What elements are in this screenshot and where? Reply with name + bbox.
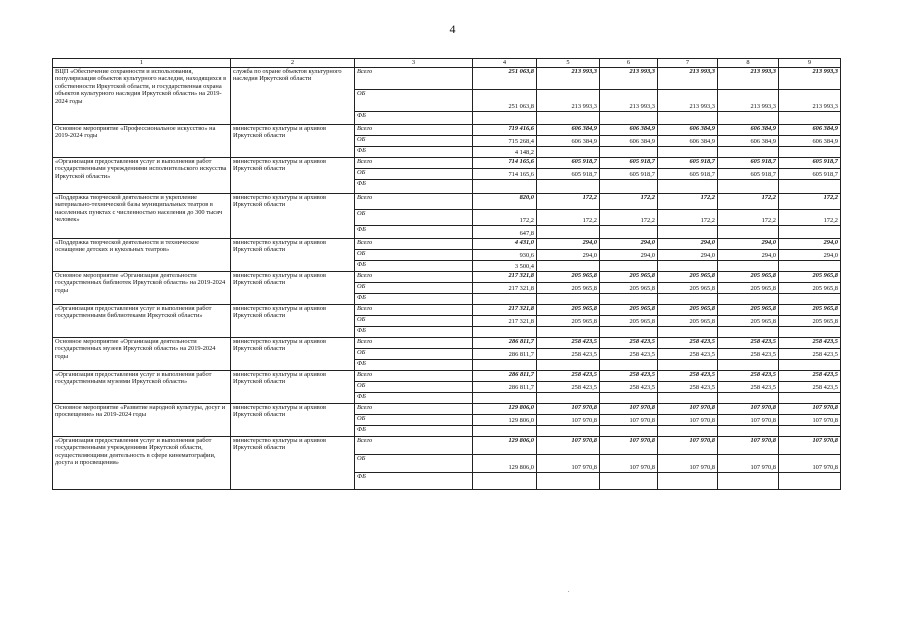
amount-cell bbox=[473, 392, 537, 403]
amount-cell bbox=[779, 260, 841, 271]
amount-cell bbox=[473, 111, 537, 124]
amount-cell: 172,2 bbox=[473, 209, 537, 225]
amount-cell bbox=[779, 293, 841, 304]
amount-cell: 294,0 bbox=[658, 249, 718, 260]
amount-cell: 172,2 bbox=[600, 209, 658, 225]
amount-cell: 107 970,8 bbox=[658, 436, 718, 454]
funding-source: ОБ bbox=[355, 414, 473, 425]
amount-cell: 172,2 bbox=[718, 193, 779, 209]
amount-cell: 251 063,8 bbox=[473, 67, 537, 89]
amount-cell: 605 918,7 bbox=[537, 157, 600, 168]
amount-cell bbox=[600, 179, 658, 193]
amount-cell: 258 423,5 bbox=[718, 370, 779, 381]
amount-cell: 258 423,5 bbox=[537, 337, 600, 348]
amount-cell: 205 965,8 bbox=[537, 315, 600, 326]
amount-cell bbox=[473, 326, 537, 337]
amount-cell bbox=[600, 472, 658, 489]
amount-cell: 258 423,5 bbox=[537, 381, 600, 392]
amount-cell bbox=[537, 225, 600, 238]
funding-source: ОБ bbox=[355, 135, 473, 146]
amount-cell: 213 993,3 bbox=[718, 89, 779, 111]
amount-cell bbox=[718, 225, 779, 238]
amount-cell: 605 918,7 bbox=[779, 168, 841, 179]
activity-name: «Организация предоставления услуг и выполнения работ государственными учреждениями Иркутской области, осуществляющими деятельность в сфере кинематографии, досуга и просвещения» bbox=[53, 436, 231, 489]
funding-source: ОБ bbox=[355, 454, 473, 472]
activity-name: «Организация предоставления услуг и выполнения работ государственными музеями Иркутской области» bbox=[53, 370, 231, 403]
amount-cell: 605 918,7 bbox=[779, 157, 841, 168]
page-number: 4 bbox=[449, 22, 456, 36]
amount-cell: 647,8 bbox=[473, 225, 537, 238]
amount-cell: 107 970,8 bbox=[600, 454, 658, 472]
amount-cell: 606 384,9 bbox=[600, 124, 658, 135]
amount-cell: 606 384,9 bbox=[718, 124, 779, 135]
amount-cell: 714 165,6 bbox=[473, 157, 537, 168]
amount-cell: 258 423,5 bbox=[600, 370, 658, 381]
amount-cell: 205 965,8 bbox=[537, 282, 600, 293]
amount-cell: 107 970,8 bbox=[779, 403, 841, 414]
table-row bbox=[53, 337, 841, 348]
amount-cell bbox=[537, 359, 600, 370]
amount-cell: 258 423,5 bbox=[600, 381, 658, 392]
activity-name: ВЦП «Обеспечение сохранности и использования, популяризация объектов культурного наследия, находящихся в собственности Иркутской области, и государственная охрана объектов культурного наследия Иркутской области» на 2019-2024 годы bbox=[53, 67, 231, 124]
amount-cell: 258 423,5 bbox=[658, 370, 718, 381]
amount-cell: 605 918,7 bbox=[718, 168, 779, 179]
activity-name: Основное мероприятие «Профессиональное искусство» на 2019-2024 годы bbox=[53, 124, 231, 157]
amount-cell: 107 970,8 bbox=[658, 454, 718, 472]
amount-cell bbox=[718, 260, 779, 271]
amount-cell: 107 970,8 bbox=[779, 436, 841, 454]
funding-source: Всего bbox=[355, 67, 473, 89]
amount-cell bbox=[600, 392, 658, 403]
amount-cell: 107 970,8 bbox=[600, 414, 658, 425]
amount-cell: 205 965,8 bbox=[779, 315, 841, 326]
amount-cell: 4 148,2 bbox=[473, 146, 537, 157]
footer-mark: . bbox=[568, 588, 570, 594]
amount-cell: 205 965,8 bbox=[600, 271, 658, 282]
amount-cell: 258 423,5 bbox=[718, 337, 779, 348]
funding-source: ОБ bbox=[355, 282, 473, 293]
amount-cell: 217 321,8 bbox=[473, 315, 537, 326]
funding-source: ФБ bbox=[355, 425, 473, 436]
amount-cell: 172,2 bbox=[537, 193, 600, 209]
amount-cell bbox=[779, 392, 841, 403]
funding-source: Всего bbox=[355, 403, 473, 414]
amount-cell bbox=[600, 260, 658, 271]
activity-name: Основное мероприятие «Организация деятельности государственных музеев Иркутской области» на 2019-2024 годы bbox=[53, 337, 231, 370]
amount-cell bbox=[473, 293, 537, 304]
amount-cell bbox=[600, 225, 658, 238]
amount-cell: 258 423,5 bbox=[600, 348, 658, 359]
funding-source: ФБ bbox=[355, 260, 473, 271]
funding-source: ОБ bbox=[355, 89, 473, 111]
amount-cell: 129 806,0 bbox=[473, 414, 537, 425]
amount-cell bbox=[658, 326, 718, 337]
amount-cell: 294,0 bbox=[779, 238, 841, 249]
amount-cell: 205 965,8 bbox=[658, 271, 718, 282]
amount-cell bbox=[718, 359, 779, 370]
amount-cell: 606 384,9 bbox=[779, 124, 841, 135]
column-number: 8 bbox=[718, 59, 779, 68]
column-number: 4 bbox=[473, 59, 537, 68]
amount-cell: 258 423,5 bbox=[658, 348, 718, 359]
table-row bbox=[53, 436, 841, 454]
table-row bbox=[53, 238, 841, 249]
amount-cell: 251 063,8 bbox=[473, 89, 537, 111]
amount-cell: 205 965,8 bbox=[537, 271, 600, 282]
amount-cell: 213 993,3 bbox=[600, 67, 658, 89]
table-row bbox=[53, 271, 841, 282]
funding-source: Всего bbox=[355, 304, 473, 315]
amount-cell bbox=[473, 359, 537, 370]
amount-cell: 719 416,6 bbox=[473, 124, 537, 135]
executor: министерство культуры и архивов Иркутской области bbox=[231, 436, 355, 489]
funding-source: Всего bbox=[355, 238, 473, 249]
amount-cell: 205 965,8 bbox=[600, 282, 658, 293]
amount-cell: 258 423,5 bbox=[779, 370, 841, 381]
amount-cell: 606 384,9 bbox=[658, 135, 718, 146]
activity-name: Основное мероприятие «Организация деятельности государственных библиотек Иркутской области» на 2019-2024 годы bbox=[53, 271, 231, 304]
amount-cell: 606 384,9 bbox=[537, 135, 600, 146]
amount-cell bbox=[718, 472, 779, 489]
table-row bbox=[53, 304, 841, 315]
funding-source: ОБ bbox=[355, 249, 473, 260]
amount-cell: 286 811,7 bbox=[473, 370, 537, 381]
amount-cell bbox=[658, 293, 718, 304]
amount-cell bbox=[658, 111, 718, 124]
amount-cell bbox=[658, 225, 718, 238]
amount-cell bbox=[600, 359, 658, 370]
amount-cell: 286 811,7 bbox=[473, 381, 537, 392]
amount-cell: 294,0 bbox=[600, 249, 658, 260]
table-row bbox=[53, 193, 841, 209]
amount-cell: 3 500,4 bbox=[473, 260, 537, 271]
amount-cell: 294,0 bbox=[718, 249, 779, 260]
amount-cell: 714 165,6 bbox=[473, 168, 537, 179]
executor: министерство культуры и архивов Иркутской области bbox=[231, 124, 355, 157]
amount-cell: 107 970,8 bbox=[658, 414, 718, 425]
funding-source: ОБ bbox=[355, 168, 473, 179]
amount-cell: 217 321,8 bbox=[473, 282, 537, 293]
amount-cell: 258 423,5 bbox=[600, 337, 658, 348]
amount-cell bbox=[537, 111, 600, 124]
amount-cell: 107 970,8 bbox=[779, 414, 841, 425]
amount-cell bbox=[779, 111, 841, 124]
executor: министерство культуры и архивов Иркутской области bbox=[231, 304, 355, 337]
funding-source: Всего bbox=[355, 337, 473, 348]
amount-cell: 205 965,8 bbox=[658, 304, 718, 315]
amount-cell bbox=[473, 179, 537, 193]
amount-cell: 294,0 bbox=[600, 238, 658, 249]
amount-cell bbox=[779, 472, 841, 489]
amount-cell bbox=[779, 425, 841, 436]
amount-cell: 107 970,8 bbox=[718, 454, 779, 472]
amount-cell bbox=[537, 392, 600, 403]
amount-cell: 286 811,7 bbox=[473, 337, 537, 348]
amount-cell bbox=[473, 425, 537, 436]
amount-cell bbox=[718, 326, 779, 337]
funding-source: ФБ bbox=[355, 359, 473, 370]
activity-name: «Поддержка творческой деятельности и техническое оснащение детских и кукольных театров» bbox=[53, 238, 231, 271]
activity-name: Основное мероприятие «Развитие народной культуры, досуг и просвещение» на 2019-2024 годы bbox=[53, 403, 231, 436]
amount-cell: 172,2 bbox=[779, 193, 841, 209]
amount-cell bbox=[658, 179, 718, 193]
amount-cell: 205 965,8 bbox=[779, 271, 841, 282]
table-row bbox=[53, 67, 841, 89]
amount-cell: 213 993,3 bbox=[658, 67, 718, 89]
activity-name: «Организация предоставления услуг и выполнения работ государственными библиотеками Иркутской области» bbox=[53, 304, 231, 337]
amount-cell: 213 993,3 bbox=[658, 89, 718, 111]
column-number: 2 bbox=[231, 59, 355, 68]
amount-cell bbox=[600, 425, 658, 436]
table-row bbox=[53, 157, 841, 168]
amount-cell: 820,0 bbox=[473, 193, 537, 209]
funding-source: ФБ bbox=[355, 225, 473, 238]
amount-cell bbox=[779, 179, 841, 193]
amount-cell bbox=[779, 225, 841, 238]
amount-cell: 107 970,8 bbox=[718, 414, 779, 425]
funding-source: ОБ bbox=[355, 348, 473, 359]
amount-cell bbox=[779, 146, 841, 157]
budget-table bbox=[52, 58, 841, 490]
funding-source: Всего bbox=[355, 436, 473, 454]
amount-cell: 205 965,8 bbox=[718, 315, 779, 326]
amount-cell: 605 918,7 bbox=[600, 168, 658, 179]
amount-cell: 286 811,7 bbox=[473, 348, 537, 359]
amount-cell: 258 423,5 bbox=[779, 381, 841, 392]
amount-cell: 606 384,9 bbox=[600, 135, 658, 146]
activity-name: «Организация предоставления услуг и выполнения работ государственными учреждениями исполнительского искусства Иркутской области» bbox=[53, 157, 231, 193]
funding-source: Всего bbox=[355, 271, 473, 282]
amount-cell: 217 321,8 bbox=[473, 271, 537, 282]
amount-cell: 605 918,7 bbox=[658, 157, 718, 168]
amount-cell: 294,0 bbox=[718, 238, 779, 249]
amount-cell: 205 965,8 bbox=[658, 315, 718, 326]
amount-cell: 258 423,5 bbox=[537, 370, 600, 381]
amount-cell bbox=[658, 392, 718, 403]
amount-cell: 606 384,9 bbox=[779, 135, 841, 146]
amount-cell: 129 806,0 bbox=[473, 403, 537, 414]
table-row bbox=[53, 403, 841, 414]
amount-cell: 715 268,4 bbox=[473, 135, 537, 146]
amount-cell: 205 965,8 bbox=[600, 304, 658, 315]
funding-source: Всего bbox=[355, 157, 473, 168]
amount-cell bbox=[537, 472, 600, 489]
amount-cell: 258 423,5 bbox=[779, 348, 841, 359]
amount-cell bbox=[537, 293, 600, 304]
amount-cell: 172,2 bbox=[658, 209, 718, 225]
amount-cell bbox=[537, 326, 600, 337]
amount-cell: 213 993,3 bbox=[600, 89, 658, 111]
executor: министерство культуры и архивов Иркутской области bbox=[231, 337, 355, 370]
executor: министерство культуры и архивов Иркутской области bbox=[231, 271, 355, 304]
funding-source: ФБ bbox=[355, 146, 473, 157]
amount-cell bbox=[537, 179, 600, 193]
amount-cell: 294,0 bbox=[537, 249, 600, 260]
amount-cell: 107 970,8 bbox=[537, 403, 600, 414]
column-number: 7 bbox=[658, 59, 718, 68]
amount-cell: 258 423,5 bbox=[779, 337, 841, 348]
amount-cell: 107 970,8 bbox=[779, 454, 841, 472]
amount-cell: 107 970,8 bbox=[718, 436, 779, 454]
amount-cell: 605 918,7 bbox=[718, 157, 779, 168]
amount-cell bbox=[718, 146, 779, 157]
amount-cell: 205 965,8 bbox=[718, 304, 779, 315]
executor: министерство культуры и архивов Иркутской области bbox=[231, 193, 355, 238]
amount-cell bbox=[658, 425, 718, 436]
amount-cell: 205 965,8 bbox=[537, 304, 600, 315]
executor: министерство культуры и архивов Иркутской области bbox=[231, 157, 355, 193]
amount-cell: 172,2 bbox=[537, 209, 600, 225]
funding-source: ФБ bbox=[355, 179, 473, 193]
amount-cell: 258 423,5 bbox=[537, 348, 600, 359]
amount-cell: 606 384,9 bbox=[658, 124, 718, 135]
amount-cell: 258 423,5 bbox=[718, 381, 779, 392]
amount-cell: 213 993,3 bbox=[779, 67, 841, 89]
amount-cell bbox=[718, 111, 779, 124]
amount-cell bbox=[473, 472, 537, 489]
amount-cell: 4 431,0 bbox=[473, 238, 537, 249]
amount-cell bbox=[600, 293, 658, 304]
column-number: 9 bbox=[779, 59, 841, 68]
amount-cell: 205 965,8 bbox=[718, 282, 779, 293]
amount-cell: 258 423,5 bbox=[718, 348, 779, 359]
amount-cell: 107 970,8 bbox=[600, 403, 658, 414]
amount-cell: 213 993,3 bbox=[779, 89, 841, 111]
amount-cell: 606 384,9 bbox=[537, 124, 600, 135]
amount-cell bbox=[718, 392, 779, 403]
funding-source: ФБ bbox=[355, 392, 473, 403]
amount-cell: 107 970,8 bbox=[658, 403, 718, 414]
header-row bbox=[53, 59, 841, 68]
amount-cell bbox=[718, 293, 779, 304]
amount-cell: 107 970,8 bbox=[537, 414, 600, 425]
amount-cell: 107 970,8 bbox=[537, 454, 600, 472]
funding-source: ФБ bbox=[355, 293, 473, 304]
amount-cell: 172,2 bbox=[658, 193, 718, 209]
funding-source: ОБ bbox=[355, 315, 473, 326]
amount-cell: 213 993,3 bbox=[537, 89, 600, 111]
amount-cell bbox=[658, 146, 718, 157]
amount-cell: 930,6 bbox=[473, 249, 537, 260]
funding-source: Всего bbox=[355, 124, 473, 135]
amount-cell bbox=[658, 359, 718, 370]
column-number: 3 bbox=[355, 59, 473, 68]
amount-cell bbox=[658, 472, 718, 489]
amount-cell: 172,2 bbox=[718, 209, 779, 225]
amount-cell: 129 806,0 bbox=[473, 454, 537, 472]
amount-cell: 107 970,8 bbox=[600, 436, 658, 454]
amount-cell: 205 965,8 bbox=[779, 304, 841, 315]
funding-source: ОБ bbox=[355, 209, 473, 225]
amount-cell bbox=[537, 425, 600, 436]
table-row bbox=[53, 370, 841, 381]
amount-cell bbox=[600, 111, 658, 124]
amount-cell: 107 970,8 bbox=[537, 436, 600, 454]
amount-cell: 172,2 bbox=[779, 209, 841, 225]
funding-source: Всего bbox=[355, 370, 473, 381]
executor: министерство культуры и архивов Иркутской области bbox=[231, 238, 355, 271]
amount-cell: 258 423,5 bbox=[658, 337, 718, 348]
amount-cell: 205 965,8 bbox=[718, 271, 779, 282]
amount-cell bbox=[600, 146, 658, 157]
column-number: 6 bbox=[600, 59, 658, 68]
amount-cell bbox=[600, 326, 658, 337]
funding-source: Всего bbox=[355, 193, 473, 209]
amount-cell bbox=[537, 260, 600, 271]
amount-cell bbox=[718, 425, 779, 436]
amount-cell: 213 993,3 bbox=[537, 67, 600, 89]
activity-name: «Поддержка творческой деятельности и укрепление материально-технической базы муниципальных театров в населенных пунктах с численностью населения до 300 тысяч человек» bbox=[53, 193, 231, 238]
amount-cell: 258 423,5 bbox=[658, 381, 718, 392]
amount-cell: 605 918,7 bbox=[600, 157, 658, 168]
executor: министерство культуры и архивов Иркутской области bbox=[231, 403, 355, 436]
amount-cell bbox=[537, 146, 600, 157]
column-number: 1 bbox=[53, 59, 231, 68]
amount-cell: 205 965,8 bbox=[658, 282, 718, 293]
amount-cell: 129 806,0 bbox=[473, 436, 537, 454]
amount-cell: 205 965,8 bbox=[600, 315, 658, 326]
amount-cell: 172,2 bbox=[600, 193, 658, 209]
amount-cell: 294,0 bbox=[779, 249, 841, 260]
amount-cell: 213 993,3 bbox=[718, 67, 779, 89]
amount-cell: 605 918,7 bbox=[658, 168, 718, 179]
executor: служба по охране объектов культурного наследия Иркутской области bbox=[231, 67, 355, 124]
amount-cell bbox=[779, 359, 841, 370]
funding-source: ОБ bbox=[355, 381, 473, 392]
funding-source: ФБ bbox=[355, 111, 473, 124]
amount-cell: 107 970,8 bbox=[718, 403, 779, 414]
column-number: 5 bbox=[537, 59, 600, 68]
amount-cell bbox=[658, 260, 718, 271]
amount-cell bbox=[718, 179, 779, 193]
amount-cell: 217 321,8 bbox=[473, 304, 537, 315]
amount-cell: 294,0 bbox=[537, 238, 600, 249]
amount-cell: 294,0 bbox=[658, 238, 718, 249]
funding-source: ФБ bbox=[355, 326, 473, 337]
amount-cell: 605 918,7 bbox=[537, 168, 600, 179]
table-row bbox=[53, 124, 841, 135]
amount-cell: 205 965,8 bbox=[779, 282, 841, 293]
amount-cell bbox=[779, 326, 841, 337]
funding-source: ФБ bbox=[355, 472, 473, 489]
executor: министерство культуры и архивов Иркутской области bbox=[231, 370, 355, 403]
amount-cell: 606 384,9 bbox=[718, 135, 779, 146]
